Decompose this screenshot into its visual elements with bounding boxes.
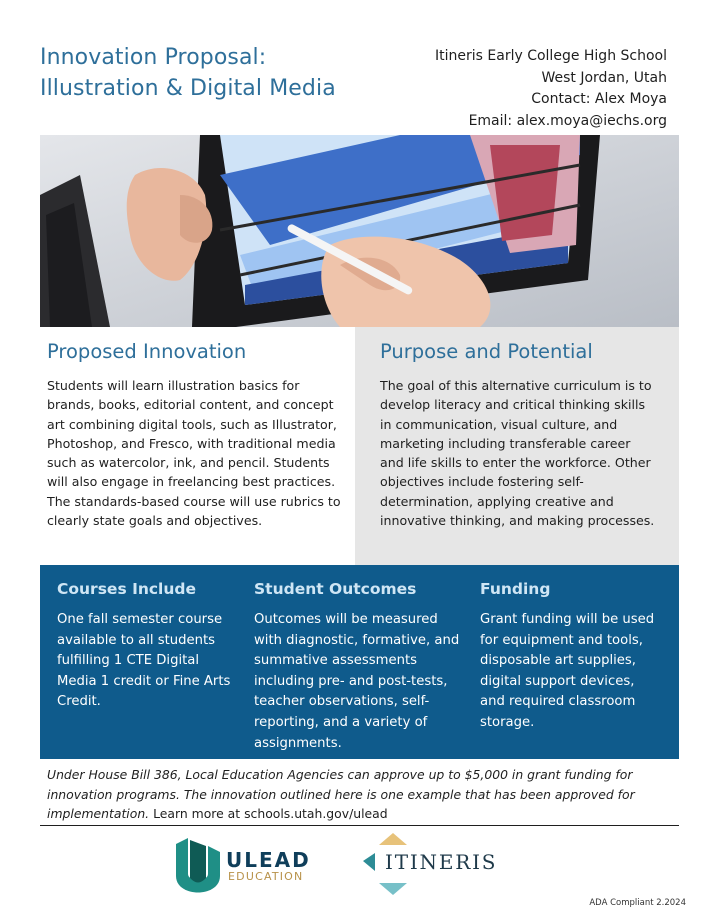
legislation-note-text: Under House Bill 386, Local Education Agencies can approve up to $5,000 in grant funding for innovation programs. The innovation outlined here is one example that has been approved for implementation. [47, 767, 635, 821]
proposed-innovation-heading: Proposed Innovation [47, 340, 247, 363]
school-location: West Jordan, Utah [541, 69, 667, 86]
contact-name: Contact: Alex Moya [531, 91, 667, 107]
legislation-note [47, 765, 679, 824]
purpose-potential-section [355, 327, 679, 565]
title-line-2: Illustration & Digital Media [40, 76, 336, 101]
footer-divider [40, 825, 679, 826]
purpose-potential-heading: Purpose and Potential [380, 340, 593, 363]
outcomes-body: Outcomes will be measured with diagnostic, formative, and summative assessments including pre- and post-tests, teacher observations, self-reporting, and a variety of assignments. [254, 612, 460, 751]
page-title [40, 42, 336, 104]
outcomes-heading: Student Outcomes [254, 580, 417, 598]
purpose-potential-body: The goal of this alternative curriculum is to develop literacy and critical thinking skills in communication, visual culture, and marketing including transferable career and life skills to enter the workforce. Other objectives include fostering self-determination, applying creative and innovative thinking, and making processes. [380, 378, 655, 529]
contact-block [435, 46, 667, 132]
title-line-1: Innovation Proposal: [40, 45, 267, 70]
contact-email[interactable]: Email: alex.moya@iechs.org [468, 112, 667, 129]
hero-image [40, 135, 679, 327]
courses-body: One fall semester course available to all students fulfilling 1 CTE Digital Media 1 credit or Fine Arts Credit. [57, 612, 231, 710]
ulead-logo-text: ULEAD [226, 848, 311, 872]
funding-body: Grant funding will be used for equipment and tools, disposable art supplies, digital support devices, and required classroom storage. [480, 612, 655, 730]
ada-compliance-label: ADA Compliant 2.2024 [589, 898, 686, 908]
school-name: Itineris Early College High School [435, 48, 667, 64]
itineris-logo-text: ITINERIS [385, 850, 498, 874]
funding-heading: Funding [480, 580, 551, 598]
info-band [40, 565, 679, 759]
learn-more-link[interactable]: Learn more at schools.utah.gov/ulead [153, 806, 388, 821]
proposed-innovation-section [40, 327, 355, 565]
proposed-innovation-body: Students will learn illustration basics for brands, books, editorial content, and concept art combining digital tools, such as Illustrator, Photoshop, and Fresco, with traditional media such as watercolor, ink, and pencil. Students will also engage in freelancing best practices. The standards-based course will use rubrics to clearly state goals and objectives. [47, 378, 341, 529]
ulead-logo-subtext: EDUCATION [228, 870, 304, 883]
tablet-drawing-illustration [40, 135, 679, 327]
ulead-logo-icon [176, 838, 220, 896]
courses-heading: Courses Include [57, 580, 197, 598]
